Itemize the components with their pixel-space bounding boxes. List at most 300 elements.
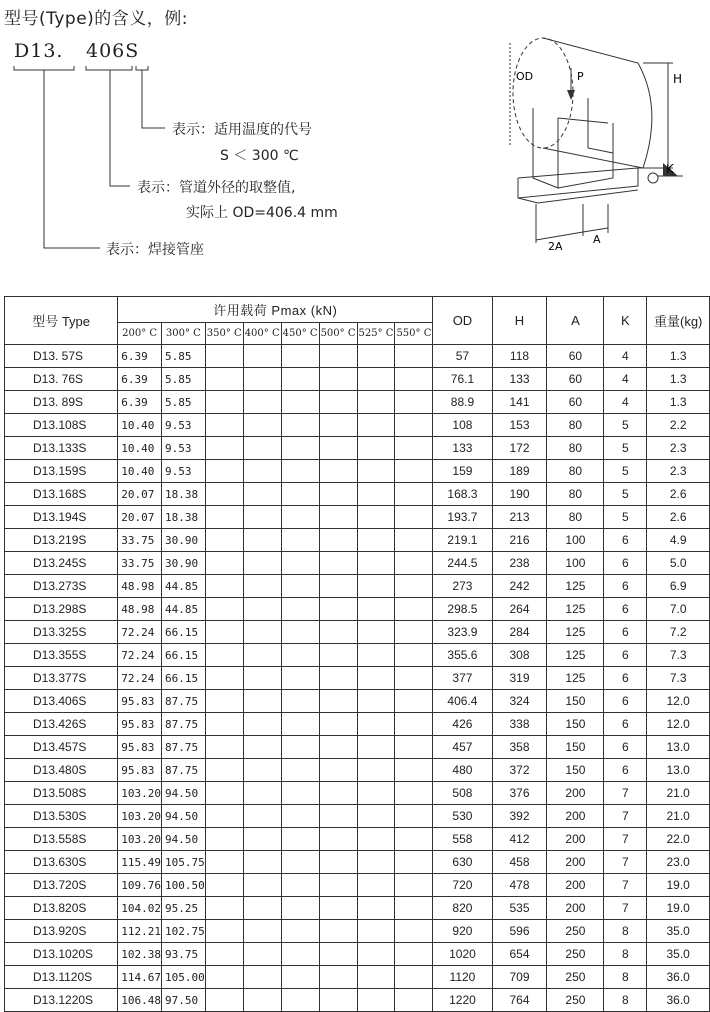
load-350-cell	[205, 506, 243, 529]
load-200-cell: 103.20	[118, 828, 162, 851]
load-400-cell	[243, 414, 281, 437]
od-cell: 273	[433, 575, 492, 598]
load-450-cell	[281, 598, 319, 621]
load-550-cell	[395, 575, 433, 598]
model-cell: D13. 89S	[5, 391, 118, 414]
k-cell: 6	[604, 644, 647, 667]
load-400-cell	[243, 483, 281, 506]
load-500-cell	[319, 506, 357, 529]
weight-cell: 7.3	[647, 667, 710, 690]
k-cell: 7	[604, 851, 647, 874]
load-550-cell	[395, 598, 433, 621]
k-cell: 8	[604, 943, 647, 966]
load-200-cell: 95.83	[118, 690, 162, 713]
od-cell: 508	[433, 782, 492, 805]
table-row	[5, 759, 710, 782]
h-cell: 238	[492, 552, 547, 575]
load-200-cell: 72.24	[118, 644, 162, 667]
load-400-cell	[243, 874, 281, 897]
load-550-cell	[395, 437, 433, 460]
load-200-cell: 104.02	[118, 897, 162, 920]
load-550-cell	[395, 966, 433, 989]
model-cell: D13.298S	[5, 598, 118, 621]
load-350-cell	[205, 966, 243, 989]
weight-cell: 35.0	[647, 943, 710, 966]
load-350-cell	[205, 805, 243, 828]
load-500-cell	[319, 621, 357, 644]
load-500-cell	[319, 368, 357, 391]
load-525-cell	[357, 506, 395, 529]
load-200-cell: 48.98	[118, 598, 162, 621]
h-cell: 213	[492, 506, 547, 529]
h-cell: 216	[492, 529, 547, 552]
table-row	[5, 506, 710, 529]
load-350-cell	[205, 437, 243, 460]
load-450-cell	[281, 943, 319, 966]
explanation-temperature: 表示：适用温度的代号	[172, 122, 312, 138]
model-cell: D13.159S	[5, 460, 118, 483]
load-525-cell	[357, 920, 395, 943]
load-350-cell	[205, 667, 243, 690]
load-550-cell	[395, 759, 433, 782]
a-cell: 125	[547, 644, 604, 667]
a-cell: 200	[547, 897, 604, 920]
load-450-cell	[281, 690, 319, 713]
model-cell: D13.1220S	[5, 989, 118, 1012]
explanation-od-actual: 实际上 OD=406.4 mm	[186, 205, 338, 221]
table-row	[5, 989, 710, 1012]
pipe-shoe-diagram	[488, 28, 703, 263]
od-cell: 480	[433, 759, 492, 782]
diagram-label-p: P	[577, 70, 584, 83]
load-350-cell	[205, 414, 243, 437]
k-cell: 6	[604, 552, 647, 575]
header-temp-450: 450° C	[281, 323, 319, 345]
load-550-cell	[395, 506, 433, 529]
explanation-welded: 表示：焊接管座	[106, 242, 204, 258]
load-200-cell: 72.24	[118, 621, 162, 644]
a-cell: 250	[547, 966, 604, 989]
weight-cell: 19.0	[647, 897, 710, 920]
load-350-cell	[205, 690, 243, 713]
table-row	[5, 736, 710, 759]
load-550-cell	[395, 414, 433, 437]
load-350-cell	[205, 713, 243, 736]
a-cell: 150	[547, 736, 604, 759]
weight-cell: 4.9	[647, 529, 710, 552]
model-cell: D13.720S	[5, 874, 118, 897]
load-400-cell	[243, 575, 281, 598]
load-200-cell: 20.07	[118, 483, 162, 506]
load-200-cell: 10.40	[118, 414, 162, 437]
load-200-cell: 103.20	[118, 782, 162, 805]
a-cell: 200	[547, 805, 604, 828]
weight-cell: 13.0	[647, 736, 710, 759]
weight-cell: 2.3	[647, 460, 710, 483]
spec-table	[4, 296, 710, 1012]
load-525-cell	[357, 368, 395, 391]
load-525-cell	[357, 598, 395, 621]
table-row	[5, 690, 710, 713]
load-525-cell	[357, 529, 395, 552]
a-cell: 250	[547, 943, 604, 966]
k-cell: 7	[604, 874, 647, 897]
k-cell: 8	[604, 989, 647, 1012]
weight-cell: 12.0	[647, 713, 710, 736]
k-cell: 4	[604, 345, 647, 368]
load-200-cell: 95.83	[118, 759, 162, 782]
load-350-cell	[205, 828, 243, 851]
load-525-cell	[357, 437, 395, 460]
load-550-cell	[395, 782, 433, 805]
a-cell: 125	[547, 575, 604, 598]
header-k: K	[604, 297, 647, 345]
h-cell: 535	[492, 897, 547, 920]
weight-cell: 1.3	[647, 391, 710, 414]
load-300-cell: 18.38	[162, 506, 206, 529]
load-200-cell: 10.40	[118, 460, 162, 483]
load-350-cell	[205, 460, 243, 483]
od-cell: 355.6	[433, 644, 492, 667]
header-temp-400: 400° C	[243, 323, 281, 345]
load-550-cell	[395, 368, 433, 391]
load-525-cell	[357, 414, 395, 437]
od-cell: 133	[433, 437, 492, 460]
load-400-cell	[243, 345, 281, 368]
load-200-cell: 72.24	[118, 667, 162, 690]
load-450-cell	[281, 644, 319, 667]
load-300-cell: 105.00	[162, 966, 206, 989]
load-300-cell: 5.85	[162, 345, 206, 368]
load-500-cell	[319, 713, 357, 736]
k-cell: 5	[604, 437, 647, 460]
table-row	[5, 437, 710, 460]
load-450-cell	[281, 621, 319, 644]
load-550-cell	[395, 529, 433, 552]
h-cell: 308	[492, 644, 547, 667]
model-cell: D13.377S	[5, 667, 118, 690]
load-300-cell: 100.50	[162, 874, 206, 897]
load-400-cell	[243, 759, 281, 782]
load-300-cell: 94.50	[162, 805, 206, 828]
od-cell: 76.1	[433, 368, 492, 391]
k-cell: 5	[604, 483, 647, 506]
table-row	[5, 874, 710, 897]
page-title: 型号(Type)的含义，例:	[4, 9, 189, 29]
load-525-cell	[357, 644, 395, 667]
load-400-cell	[243, 851, 281, 874]
load-350-cell	[205, 874, 243, 897]
load-500-cell	[319, 989, 357, 1012]
load-200-cell: 33.75	[118, 529, 162, 552]
model-cell: D13.558S	[5, 828, 118, 851]
model-cell: D13.219S	[5, 529, 118, 552]
weight-cell: 23.0	[647, 851, 710, 874]
table-row	[5, 621, 710, 644]
h-cell: 133	[492, 368, 547, 391]
a-cell: 200	[547, 782, 604, 805]
load-350-cell	[205, 644, 243, 667]
model-cell: D13. 76S	[5, 368, 118, 391]
a-cell: 150	[547, 713, 604, 736]
h-cell: 319	[492, 667, 547, 690]
load-500-cell	[319, 552, 357, 575]
load-525-cell	[357, 621, 395, 644]
h-cell: 596	[492, 920, 547, 943]
od-cell: 1220	[433, 989, 492, 1012]
h-cell: 376	[492, 782, 547, 805]
load-300-cell: 44.85	[162, 575, 206, 598]
k-cell: 5	[604, 414, 647, 437]
load-300-cell: 9.53	[162, 414, 206, 437]
type-code-prefix: D13.	[14, 40, 64, 62]
load-525-cell	[357, 828, 395, 851]
od-cell: 1020	[433, 943, 492, 966]
k-cell: 6	[604, 598, 647, 621]
load-400-cell	[243, 621, 281, 644]
load-500-cell	[319, 414, 357, 437]
load-200-cell: 6.39	[118, 391, 162, 414]
k-cell: 6	[604, 529, 647, 552]
k-cell: 7	[604, 805, 647, 828]
a-cell: 100	[547, 529, 604, 552]
load-300-cell: 87.75	[162, 690, 206, 713]
diagram-label-h: H	[673, 72, 683, 86]
load-550-cell	[395, 690, 433, 713]
model-cell: D13.325S	[5, 621, 118, 644]
diagram-label-k: K	[666, 162, 674, 176]
load-450-cell	[281, 897, 319, 920]
load-550-cell	[395, 874, 433, 897]
load-300-cell: 87.75	[162, 736, 206, 759]
load-525-cell	[357, 736, 395, 759]
table-row	[5, 805, 710, 828]
load-450-cell	[281, 782, 319, 805]
od-cell: 406.4	[433, 690, 492, 713]
load-300-cell: 105.75	[162, 851, 206, 874]
k-cell: 6	[604, 736, 647, 759]
load-450-cell	[281, 667, 319, 690]
k-cell: 6	[604, 690, 647, 713]
weight-cell: 2.6	[647, 506, 710, 529]
load-400-cell	[243, 437, 281, 460]
od-cell: 193.7	[433, 506, 492, 529]
load-350-cell	[205, 736, 243, 759]
load-550-cell	[395, 460, 433, 483]
od-cell: 377	[433, 667, 492, 690]
load-550-cell	[395, 621, 433, 644]
h-cell: 324	[492, 690, 547, 713]
od-cell: 426	[433, 713, 492, 736]
model-cell: D13.920S	[5, 920, 118, 943]
h-cell: 458	[492, 851, 547, 874]
load-450-cell	[281, 759, 319, 782]
h-cell: 264	[492, 598, 547, 621]
weight-cell: 21.0	[647, 782, 710, 805]
load-550-cell	[395, 713, 433, 736]
header-a: A	[547, 297, 604, 345]
load-400-cell	[243, 667, 281, 690]
table-row	[5, 460, 710, 483]
explanation-od: 表示：管道外径的取整值,	[137, 180, 296, 196]
load-525-cell	[357, 552, 395, 575]
load-500-cell	[319, 782, 357, 805]
a-cell: 80	[547, 506, 604, 529]
load-300-cell: 18.38	[162, 483, 206, 506]
table-row	[5, 368, 710, 391]
h-cell: 242	[492, 575, 547, 598]
load-525-cell	[357, 759, 395, 782]
load-300-cell: 87.75	[162, 713, 206, 736]
od-cell: 88.9	[433, 391, 492, 414]
model-cell: D13.530S	[5, 805, 118, 828]
load-500-cell	[319, 736, 357, 759]
load-500-cell	[319, 920, 357, 943]
load-200-cell: 112.21	[118, 920, 162, 943]
weight-cell: 19.0	[647, 874, 710, 897]
k-cell: 6	[604, 713, 647, 736]
load-200-cell: 6.39	[118, 368, 162, 391]
header-pmax: 许用载荷 Pmax (kN)	[118, 297, 433, 323]
a-cell: 200	[547, 828, 604, 851]
load-350-cell	[205, 759, 243, 782]
load-400-cell	[243, 598, 281, 621]
table-row	[5, 851, 710, 874]
load-450-cell	[281, 414, 319, 437]
k-cell: 6	[604, 575, 647, 598]
load-550-cell	[395, 920, 433, 943]
load-500-cell	[319, 828, 357, 851]
load-550-cell	[395, 828, 433, 851]
load-450-cell	[281, 575, 319, 598]
k-cell: 5	[604, 506, 647, 529]
load-200-cell: 115.49	[118, 851, 162, 874]
load-400-cell	[243, 920, 281, 943]
load-300-cell: 30.90	[162, 529, 206, 552]
model-cell: D13.480S	[5, 759, 118, 782]
table-row	[5, 966, 710, 989]
od-cell: 108	[433, 414, 492, 437]
model-cell: D13.630S	[5, 851, 118, 874]
load-200-cell: 103.20	[118, 805, 162, 828]
h-cell: 358	[492, 736, 547, 759]
load-525-cell	[357, 989, 395, 1012]
header-temp-300: 300° C	[162, 323, 206, 345]
h-cell: 172	[492, 437, 547, 460]
load-300-cell: 44.85	[162, 598, 206, 621]
table-row	[5, 644, 710, 667]
load-300-cell: 9.53	[162, 437, 206, 460]
header-temp-350: 350° C	[205, 323, 243, 345]
header-type: 型号 Type	[5, 297, 118, 345]
load-400-cell	[243, 713, 281, 736]
load-525-cell	[357, 943, 395, 966]
a-cell: 60	[547, 391, 604, 414]
load-300-cell: 30.90	[162, 552, 206, 575]
a-cell: 80	[547, 483, 604, 506]
load-525-cell	[357, 575, 395, 598]
k-cell: 7	[604, 897, 647, 920]
load-525-cell	[357, 345, 395, 368]
od-cell: 530	[433, 805, 492, 828]
explanation-temperature-value: S ＜ 300 ℃	[220, 148, 299, 164]
od-cell: 298.5	[433, 598, 492, 621]
load-400-cell	[243, 782, 281, 805]
load-500-cell	[319, 966, 357, 989]
weight-cell: 36.0	[647, 966, 710, 989]
load-350-cell	[205, 391, 243, 414]
a-cell: 125	[547, 667, 604, 690]
table-row	[5, 483, 710, 506]
load-400-cell	[243, 368, 281, 391]
load-400-cell	[243, 989, 281, 1012]
load-500-cell	[319, 391, 357, 414]
load-500-cell	[319, 943, 357, 966]
table-row	[5, 598, 710, 621]
load-450-cell	[281, 345, 319, 368]
a-cell: 200	[547, 874, 604, 897]
load-525-cell	[357, 713, 395, 736]
weight-cell: 21.0	[647, 805, 710, 828]
load-300-cell: 93.75	[162, 943, 206, 966]
k-cell: 5	[604, 460, 647, 483]
load-400-cell	[243, 943, 281, 966]
header-h: H	[492, 297, 547, 345]
load-500-cell	[319, 345, 357, 368]
od-cell: 630	[433, 851, 492, 874]
load-525-cell	[357, 782, 395, 805]
load-500-cell	[319, 690, 357, 713]
load-200-cell: 33.75	[118, 552, 162, 575]
h-cell: 338	[492, 713, 547, 736]
weight-cell: 2.3	[647, 437, 710, 460]
od-cell: 57	[433, 345, 492, 368]
load-525-cell	[357, 690, 395, 713]
load-450-cell	[281, 368, 319, 391]
model-cell: D13.108S	[5, 414, 118, 437]
load-200-cell: 106.48	[118, 989, 162, 1012]
load-400-cell	[243, 736, 281, 759]
load-200-cell: 6.39	[118, 345, 162, 368]
a-cell: 100	[547, 552, 604, 575]
load-400-cell	[243, 690, 281, 713]
load-450-cell	[281, 391, 319, 414]
load-525-cell	[357, 460, 395, 483]
h-cell: 654	[492, 943, 547, 966]
k-cell: 7	[604, 828, 647, 851]
h-cell: 478	[492, 874, 547, 897]
weight-cell: 12.0	[647, 690, 710, 713]
od-cell: 323.9	[433, 621, 492, 644]
load-500-cell	[319, 759, 357, 782]
table-row	[5, 414, 710, 437]
load-350-cell	[205, 368, 243, 391]
type-code-suffix: 406S	[86, 40, 140, 62]
load-400-cell	[243, 644, 281, 667]
k-cell: 4	[604, 391, 647, 414]
a-cell: 125	[547, 621, 604, 644]
load-300-cell: 87.75	[162, 759, 206, 782]
table-row	[5, 713, 710, 736]
model-cell: D13.820S	[5, 897, 118, 920]
load-450-cell	[281, 805, 319, 828]
model-cell: D13.1120S	[5, 966, 118, 989]
od-cell: 244.5	[433, 552, 492, 575]
load-400-cell	[243, 529, 281, 552]
load-550-cell	[395, 345, 433, 368]
a-cell: 80	[547, 460, 604, 483]
model-cell: D13.194S	[5, 506, 118, 529]
